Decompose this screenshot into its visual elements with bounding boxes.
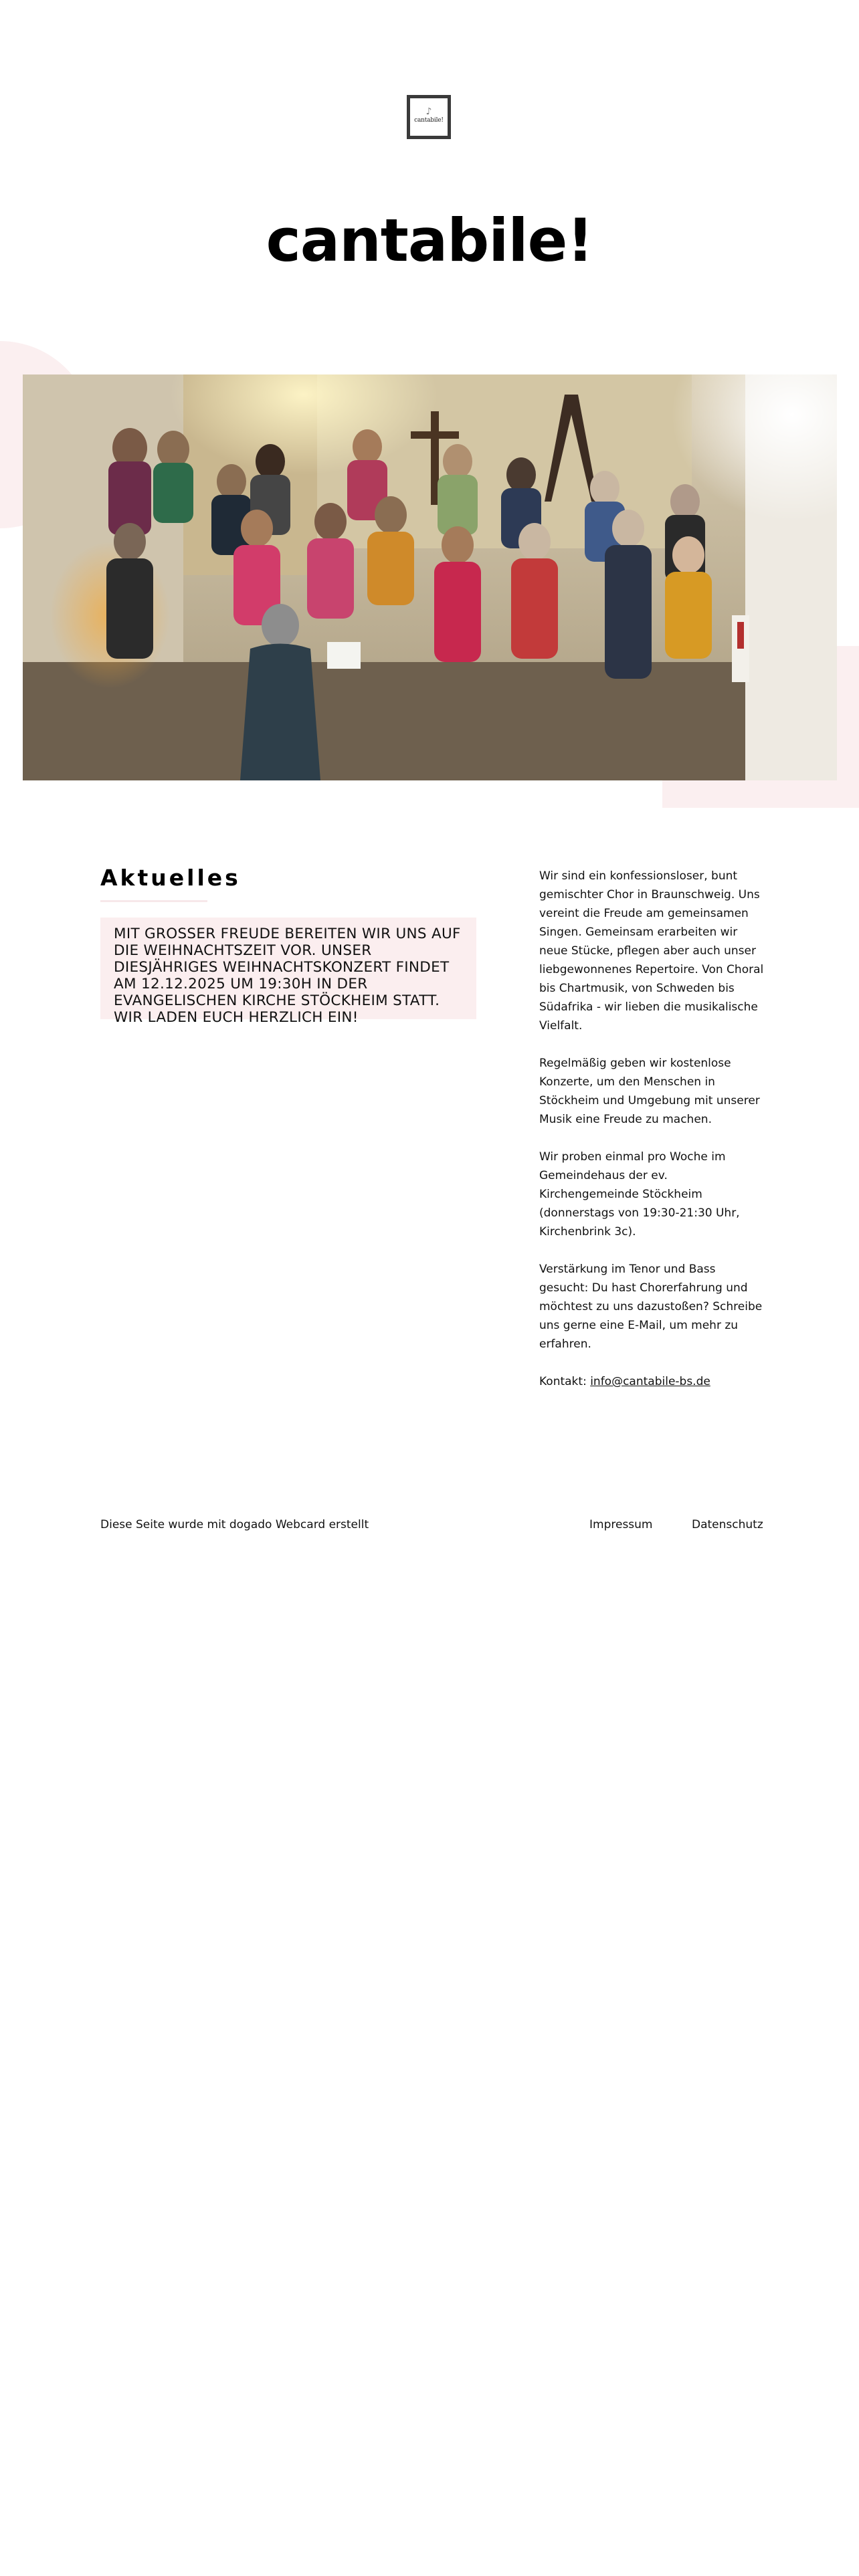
about-paragraph-3: Wir proben einmal pro Woche im Gemeindehaus der ev. Kirchengemeinde Stöckheim (donnerstags von 19:30-21:30 Uhr, Kirchenbrink 3c).: [539, 1150, 740, 1239]
hero-image: [23, 374, 837, 780]
music-note-icon: ♪: [425, 106, 432, 117]
news-heading: Aktuelles: [100, 865, 241, 891]
news-text: MIT GROSSER FREUDE BEREITEN WIR UNS AUF DIE WEIHNACHTSZEIT VOR. UNSER DIESJÄHRIGES WEIHNACHTSKONZERT FINDET AM 12.12.2025 UM 19:30H IN DER EVANGELISCHEN KIRCHE STÖCKHEIM STATT. WIR LADEN EUCH HERZLICH EIN!: [114, 926, 461, 1026]
site-title: cantabile!: [266, 206, 593, 275]
datenschutz-link[interactable]: Datenschutz: [692, 1518, 763, 1531]
about-paragraph-2: Regelmäßig geben wir kostenlose Konzerte, um den Menschen in Stöckheim und Umgebung mit unserer Musik eine Freude zu machen.: [539, 1057, 760, 1126]
footer-credit: Diese Seite wurde mit dogado Webcard erstellt: [100, 1518, 369, 1531]
about-text: [539, 867, 764, 1410]
contact-email-link[interactable]: info@cantabile-bs.de: [590, 1375, 710, 1388]
choir-photo-icon: [23, 374, 837, 780]
contact-line: [539, 1372, 764, 1391]
news-box: [100, 918, 476, 1026]
impressum-link[interactable]: Impressum: [589, 1518, 653, 1531]
contact-label: Kontakt:: [539, 1375, 591, 1388]
about-paragraph-1: Wir sind ein konfessionsloser, bunt gemischter Chor in Braunschweig. Uns vereint die Freude am gemeinsamen Singen. Gemeinsam erarbeiten wir neue Stücke, pflegen aber auch unser liebgewonnenes Repertoire. Von Choral bis Chartmusik, von Schweden bis Südafrika - wir lieben die musikalische Vielfalt.: [539, 869, 764, 1033]
logo-text: cantabile!: [414, 117, 444, 124]
logo[interactable]: [407, 95, 451, 139]
about-paragraph-4: Verstärkung im Tenor und Bass gesucht: Du hast Chorerfahrung und möchtest zu uns dazustoßen? Schreibe uns gerne eine E-Mail, um mehr zu erfahren.: [539, 1263, 763, 1351]
heading-divider: [100, 900, 207, 902]
